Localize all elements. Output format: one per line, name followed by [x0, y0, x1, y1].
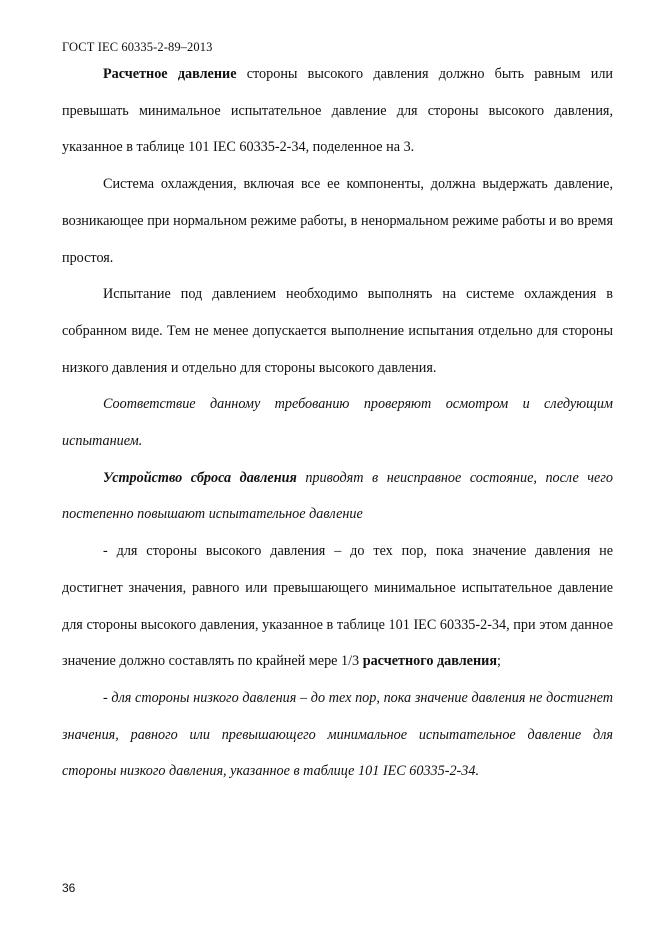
- paragraph-text: - для стороны низкого давления – до тех пор, пока значение давления не достигнет значения, равного или превышающего минимальное испытательное давление для стороны низкого давления, указанное в таблице 101 IEC 60335-2-34.: [62, 689, 613, 780]
- paragraph-high-side: [62, 533, 613, 680]
- paragraph-low-side: [62, 680, 613, 790]
- term-design-pressure: Расчетное давление: [103, 66, 237, 82]
- term-design-pressure-ref: расчетного давления: [362, 653, 497, 670]
- paragraph-cooling-system: [62, 166, 613, 276]
- paragraph-text: Система охлаждения, включая все ее компоненты, должна выдержать давление, возникающее при нормальном режиме работы, в ненормальном режиме работы и во время простоя.: [62, 176, 613, 266]
- paragraph-compliance: [62, 386, 613, 459]
- paragraph-tail: ;: [497, 653, 501, 670]
- paragraph-design-pressure: [62, 56, 613, 166]
- paragraph-text: Соответствие данному требованию проверяют осмотром и следующим испытанием.: [62, 396, 613, 450]
- paragraph-pressure-test: [62, 276, 613, 386]
- paragraph-text: приводят в неисправное состояние, после чего постепенно повышают испытательное давление: [62, 469, 613, 523]
- term-relief-device: Устройство сброса давления: [103, 469, 297, 486]
- document-body: [62, 56, 613, 790]
- paragraph-text: стороны высокого давления должно быть равным или превышать минимальное испытательное давление для стороны высокого давления, указанное в таблице 101 IEC 60335-2-34, поделенное на 3.: [62, 66, 613, 156]
- paragraph-relief-device: [62, 460, 613, 533]
- page-number: 36: [62, 881, 76, 895]
- paragraph-text: Испытание под давлением необходимо выполнять на системе охлаждения в собранном виде. Тем не менее допускается выполнение испытания отдельно для стороны низкого давления и отдельно для стороны высокого давления.: [62, 286, 613, 376]
- paragraph-text: - для стороны высокого давления – до тех пор, пока значение давления не достигнет значения, равного или превышающего минимальное испытательное давление для стороны высокого давления, указанное в таблице 101 IEC 60335-2-34, при этом данное значение должно составлять по крайней мере 1/3: [62, 543, 613, 670]
- running-header: ГОСТ IEC 60335-2-89–2013: [62, 40, 213, 54]
